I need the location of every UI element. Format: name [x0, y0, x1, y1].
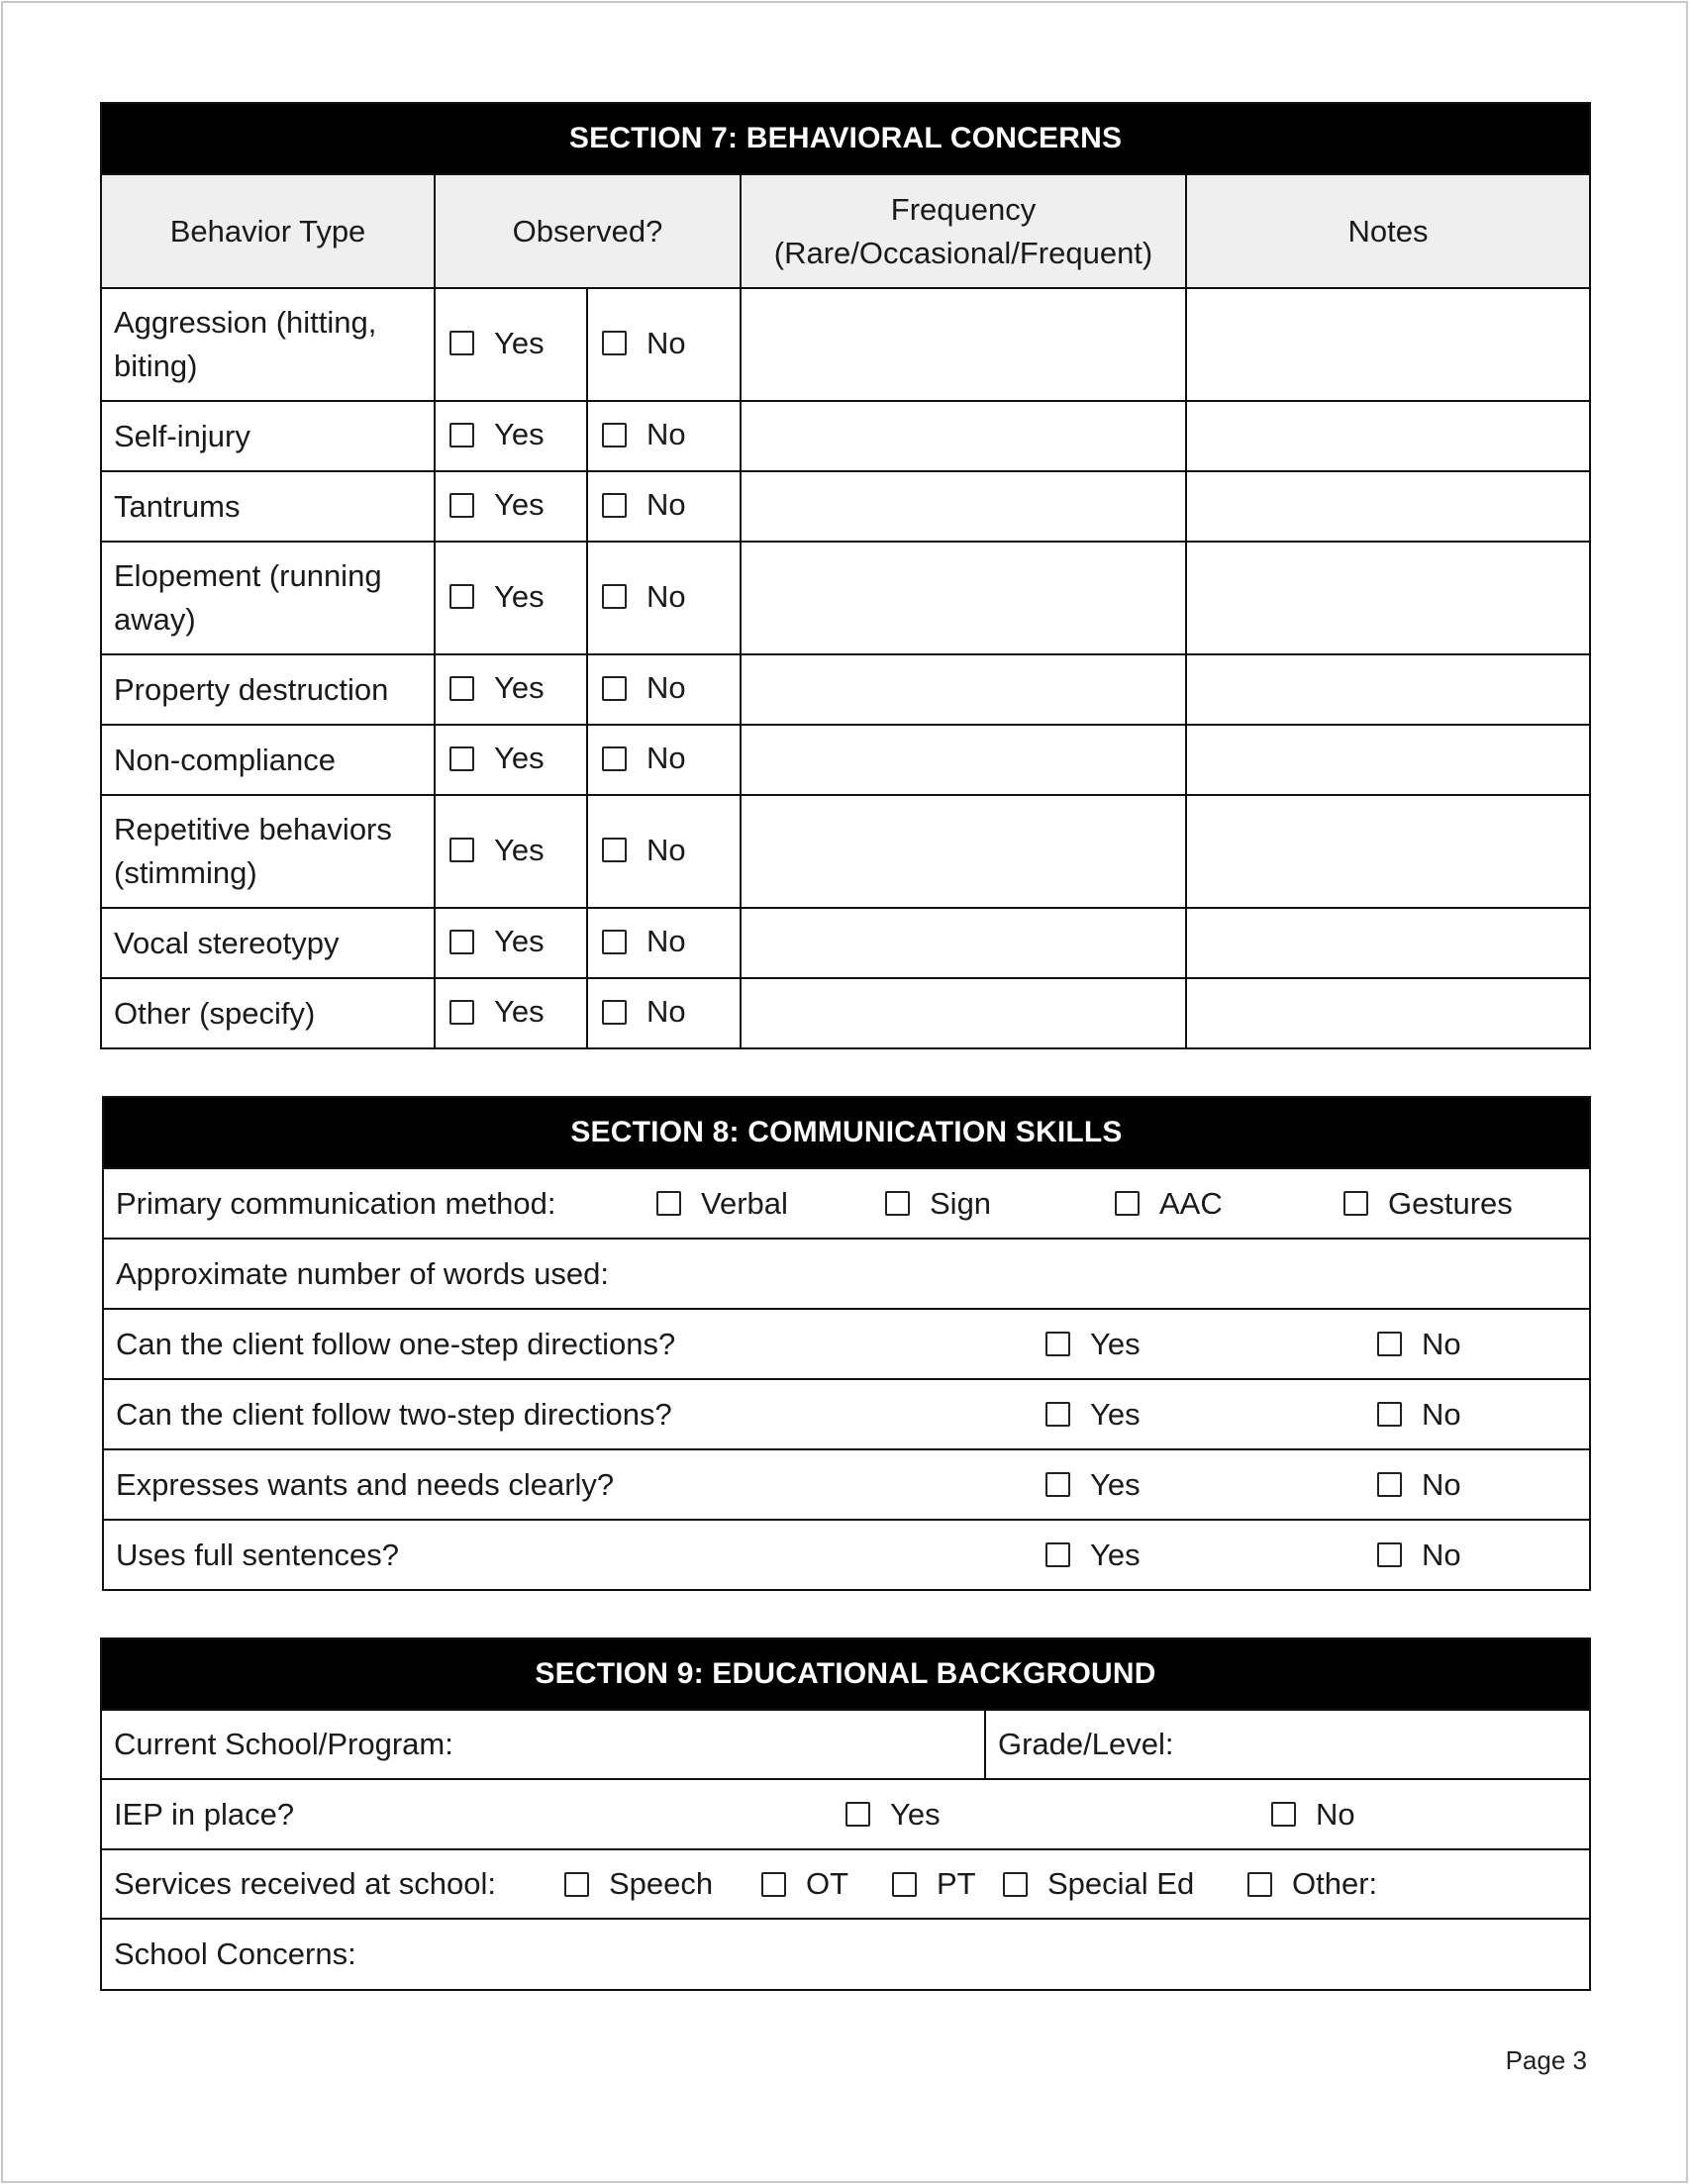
header-observed: Observed?: [435, 174, 741, 288]
primary-method-row: [103, 1168, 1590, 1239]
behavior-type-label: Vocal stereotypy: [101, 908, 435, 978]
observed-yes-option[interactable]: Yes: [435, 978, 587, 1048]
header-frequency: [741, 174, 1186, 288]
question-yes-option[interactable]: Yes: [1045, 1323, 1377, 1366]
method-sign-option[interactable]: Sign: [885, 1182, 1115, 1226]
school-concerns-label: School Concerns:: [114, 1936, 356, 1971]
checkbox[interactable]: [602, 493, 627, 518]
behavior-row: [101, 725, 1590, 795]
observed-no-option[interactable]: No: [587, 401, 741, 471]
school-program-field[interactable]: [101, 1710, 985, 1779]
notes-cell[interactable]: [1186, 542, 1590, 654]
checkbox[interactable]: [1377, 1332, 1402, 1356]
question-no-option[interactable]: No: [1377, 1393, 1461, 1437]
notes-cell[interactable]: [1186, 908, 1590, 978]
frequency-cell[interactable]: [741, 795, 1186, 908]
question-yes-option[interactable]: Yes: [1045, 1534, 1377, 1577]
notes-cell[interactable]: [1186, 654, 1590, 725]
behavior-row: [101, 542, 1590, 654]
school-concerns-field[interactable]: [101, 1919, 1590, 1990]
behavior-type-label: Tantrums: [101, 471, 435, 542]
checkbox[interactable]: [602, 676, 627, 701]
services-row: [101, 1849, 1590, 1919]
checkbox[interactable]: [602, 930, 627, 954]
behavior-row: [101, 288, 1590, 401]
checkbox[interactable]: [1045, 1542, 1070, 1567]
question-no-option[interactable]: No: [1377, 1463, 1461, 1507]
checkbox[interactable]: [602, 584, 627, 609]
grade-level-label: Grade/Level:: [998, 1727, 1174, 1761]
checkbox[interactable]: [564, 1872, 589, 1897]
observed-yes-option[interactable]: Yes: [435, 401, 587, 471]
observed-yes-option[interactable]: Yes: [435, 725, 587, 795]
question-yes-option[interactable]: Yes: [1045, 1463, 1377, 1507]
checkbox[interactable]: [1247, 1872, 1272, 1897]
checkbox[interactable]: [1045, 1332, 1070, 1356]
observed-no-option[interactable]: No: [587, 654, 741, 725]
frequency-cell[interactable]: [741, 978, 1186, 1048]
observed-yes-option[interactable]: Yes: [435, 542, 587, 654]
frequency-cell[interactable]: [741, 725, 1186, 795]
frequency-cell[interactable]: [741, 542, 1186, 654]
checkbox[interactable]: [1377, 1542, 1402, 1567]
checkbox[interactable]: [449, 584, 474, 609]
notes-cell[interactable]: [1186, 978, 1590, 1048]
observed-no-option[interactable]: No: [587, 288, 741, 401]
frequency-cell[interactable]: [741, 908, 1186, 978]
observed-no-option[interactable]: No: [587, 542, 741, 654]
checkbox[interactable]: [1377, 1402, 1402, 1427]
observed-yes-option[interactable]: Yes: [435, 795, 587, 908]
question-label: Can the client follow one-step directions?: [116, 1326, 676, 1361]
communication-question-row: [103, 1520, 1590, 1590]
communication-question-row: [103, 1379, 1590, 1449]
service-special-ed-option[interactable]: Special Ed: [1003, 1862, 1247, 1906]
notes-cell[interactable]: [1186, 725, 1590, 795]
question-label: Uses full sentences?: [116, 1537, 400, 1572]
checkbox[interactable]: [602, 838, 627, 862]
educational-background-table: [100, 1638, 1591, 1991]
primary-method-label: Primary communication method:: [116, 1185, 556, 1221]
observed-no-option[interactable]: No: [587, 978, 741, 1048]
services-label: Services received at school:: [114, 1866, 496, 1901]
words-used-label: Approximate number of words used:: [116, 1255, 609, 1291]
behavior-row: [101, 401, 1590, 471]
behavior-row: [101, 654, 1590, 725]
question-no-option[interactable]: No: [1377, 1534, 1461, 1577]
section7-title: SECTION 7: BEHAVIORAL CONCERNS: [101, 103, 1590, 174]
observed-yes-option[interactable]: Yes: [435, 908, 587, 978]
checkbox[interactable]: [656, 1191, 681, 1216]
behavior-type-label: Elopement (running away): [101, 542, 435, 654]
behavior-type-label: Aggression (hitting, biting): [101, 288, 435, 401]
iep-no-option[interactable]: No: [1271, 1793, 1355, 1837]
service-other-option[interactable]: Other:: [1247, 1862, 1377, 1906]
notes-cell[interactable]: [1186, 288, 1590, 401]
frequency-cell[interactable]: [741, 471, 1186, 542]
observed-no-option[interactable]: No: [587, 471, 741, 542]
header-frequency-line2: (Rare/Occasional/Frequent): [773, 235, 1153, 270]
behavior-type-label: Property destruction: [101, 654, 435, 725]
observed-no-option[interactable]: No: [587, 725, 741, 795]
frequency-cell[interactable]: [741, 401, 1186, 471]
checkbox[interactable]: [449, 838, 474, 862]
checkbox[interactable]: [1343, 1191, 1368, 1216]
checkbox[interactable]: [892, 1872, 917, 1897]
iep-label: IEP in place?: [114, 1796, 295, 1832]
words-used-row[interactable]: [103, 1239, 1590, 1309]
notes-cell[interactable]: [1186, 471, 1590, 542]
behavior-row: [101, 795, 1590, 908]
checkbox[interactable]: [602, 1000, 627, 1025]
checkbox[interactable]: [449, 746, 474, 771]
observed-yes-option[interactable]: Yes: [435, 471, 587, 542]
method-verbal-option[interactable]: Verbal: [656, 1182, 885, 1226]
behavior-row: [101, 978, 1590, 1048]
checkbox[interactable]: [602, 746, 627, 771]
checkbox[interactable]: [449, 331, 474, 355]
checkbox[interactable]: [449, 423, 474, 447]
method-gestures-option[interactable]: Gestures: [1343, 1182, 1513, 1226]
behavior-type-label: Non-compliance: [101, 725, 435, 795]
header-behavior-type: Behavior Type: [101, 174, 435, 288]
header-notes: Notes: [1186, 174, 1590, 288]
iep-row: [101, 1779, 1590, 1849]
observed-yes-option[interactable]: Yes: [435, 288, 587, 401]
notes-cell[interactable]: [1186, 795, 1590, 908]
observed-yes-option[interactable]: Yes: [435, 654, 587, 725]
checkbox[interactable]: [449, 930, 474, 954]
question-no-option[interactable]: No: [1377, 1323, 1461, 1366]
frequency-cell[interactable]: [741, 654, 1186, 725]
behavior-row: [101, 908, 1590, 978]
checkbox[interactable]: [1271, 1802, 1296, 1827]
checkbox[interactable]: [1115, 1191, 1140, 1216]
behavior-type-label: Other (specify): [101, 978, 435, 1048]
section8-title: SECTION 8: COMMUNICATION SKILLS: [103, 1097, 1590, 1168]
checkbox[interactable]: [1377, 1472, 1402, 1497]
frequency-cell[interactable]: [741, 288, 1186, 401]
service-pt-option[interactable]: PT: [892, 1862, 1003, 1906]
communication-question-row: [103, 1449, 1590, 1520]
behavioral-concerns-table: [100, 102, 1591, 1049]
checkbox[interactable]: [885, 1191, 910, 1216]
checkbox[interactable]: [1003, 1872, 1028, 1897]
page-number: Page 3: [1505, 2045, 1587, 2075]
checkbox[interactable]: [449, 493, 474, 518]
question-yes-option[interactable]: Yes: [1045, 1393, 1377, 1437]
observed-no-option[interactable]: No: [587, 908, 741, 978]
checkbox[interactable]: [761, 1872, 786, 1897]
checkbox[interactable]: [602, 423, 627, 447]
section9-title: SECTION 9: EDUCATIONAL BACKGROUND: [101, 1638, 1590, 1710]
checkbox[interactable]: [602, 331, 627, 355]
checkbox[interactable]: [845, 1802, 870, 1827]
service-speech-option[interactable]: Speech: [564, 1862, 761, 1906]
grade-level-field[interactable]: [985, 1710, 1590, 1779]
checkbox[interactable]: [1045, 1472, 1070, 1497]
question-label: Can the client follow two-step directions?: [116, 1396, 672, 1432]
behavior-type-label: Repetitive behaviors (stimming): [101, 795, 435, 908]
behavior-type-label: Self-injury: [101, 401, 435, 471]
checkbox[interactable]: [449, 1000, 474, 1025]
behavior-row: [101, 471, 1590, 542]
observed-no-option[interactable]: No: [587, 795, 741, 908]
notes-cell[interactable]: [1186, 401, 1590, 471]
communication-skills-table: [102, 1096, 1591, 1591]
method-aac-option[interactable]: AAC: [1115, 1182, 1343, 1226]
service-ot-option[interactable]: OT: [761, 1862, 892, 1906]
communication-question-row: [103, 1309, 1590, 1379]
header-frequency-line1: Frequency: [890, 191, 1037, 227]
checkbox[interactable]: [1045, 1402, 1070, 1427]
question-label: Expresses wants and needs clearly?: [116, 1466, 615, 1502]
school-program-label: Current School/Program:: [114, 1727, 453, 1761]
checkbox[interactable]: [449, 676, 474, 701]
iep-yes-option[interactable]: Yes: [845, 1793, 1271, 1837]
